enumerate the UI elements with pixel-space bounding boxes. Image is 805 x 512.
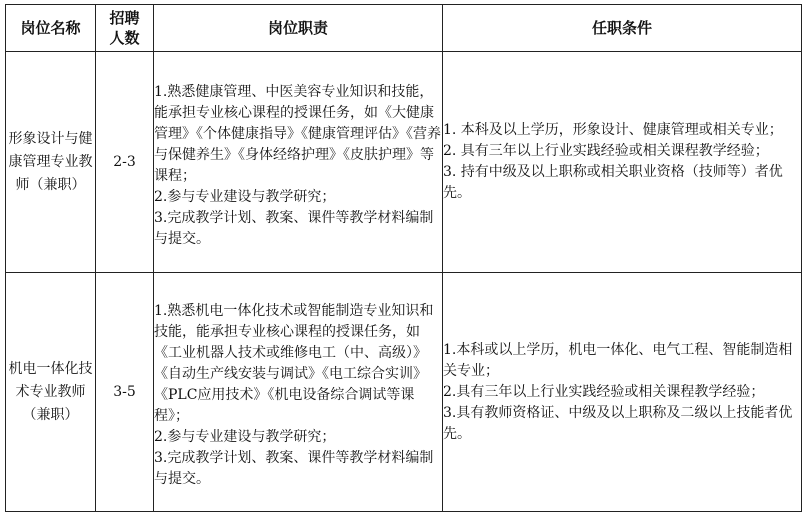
count-cell: 3-5 (96, 273, 154, 512)
requirement-item: 3.具有教师资格证、中级及以上职称及二级以上技能者优先。 (443, 404, 793, 442)
recruitment-table (5, 4, 802, 512)
position-cell (6, 52, 96, 273)
duties-cell (154, 273, 443, 512)
requirement-item: 2.具有三年以上行业实践经验或相关课程教学经验； (443, 383, 765, 400)
duty-item: 1.熟悉机电一体化技术或智能制造专业知识和技能，能承担专业核心课程的授课任务，如《工业机器人技术或维修电工（中、高级）》《自动生产线安装与调试》《电工综合实训》《PLC应用技术》《机电设备综合调试等课程》； (154, 302, 434, 424)
position-cell (6, 273, 96, 512)
duties-cell (154, 52, 443, 273)
requirement-item: 2. 具有三年以上行业实践经验或相关课程教学经验； (443, 143, 769, 159)
requirements-cell (443, 52, 802, 273)
duty-item: 3.完成教学计划、教案、课件等教学材料编制与提交。 (154, 449, 434, 487)
header-count-label: 招聘人数 (109, 9, 140, 47)
position-name: 形象设计与健康管理专业教师（兼职） (8, 130, 93, 193)
table-row (6, 273, 802, 512)
duty-item: 1.熟悉健康管理、中医美容专业知识和技能，能承担专业核心课程的授课任务，如《大健康管理》《个体健康指导》《健康管理评估》《营养与保健养生》《身体经络护理》《皮肤护理》等课程； (154, 84, 441, 184)
count-cell: 2-3 (96, 52, 154, 273)
requirement-item: 1.本科或以上学历，机电一体化、电气工程、智能制造相关专业； (443, 341, 793, 379)
header-duties: 岗位职责 (154, 5, 443, 52)
requirements-cell (443, 273, 802, 512)
header-position: 岗位名称 (6, 5, 96, 52)
header-requirements: 任职条件 (443, 5, 802, 52)
duty-item: 3.完成教学计划、教案、课件等教学材料编制与提交。 (154, 210, 434, 247)
duty-item: 2.参与专业建设与教学研究； (154, 428, 336, 445)
header-count (96, 5, 154, 52)
position-name: 机电一体化技术专业教师（兼职） (8, 360, 93, 423)
duty-item: 2.参与专业建设与教学研究； (154, 189, 336, 205)
table-header-row (6, 5, 802, 52)
table-row (6, 52, 802, 273)
requirement-item: 3. 持有中级及以上职称或相关职业资格（技师等）者优先。 (443, 164, 783, 201)
requirement-item: 1. 本科及以上学历，形象设计、健康管理或相关专业； (443, 122, 783, 138)
